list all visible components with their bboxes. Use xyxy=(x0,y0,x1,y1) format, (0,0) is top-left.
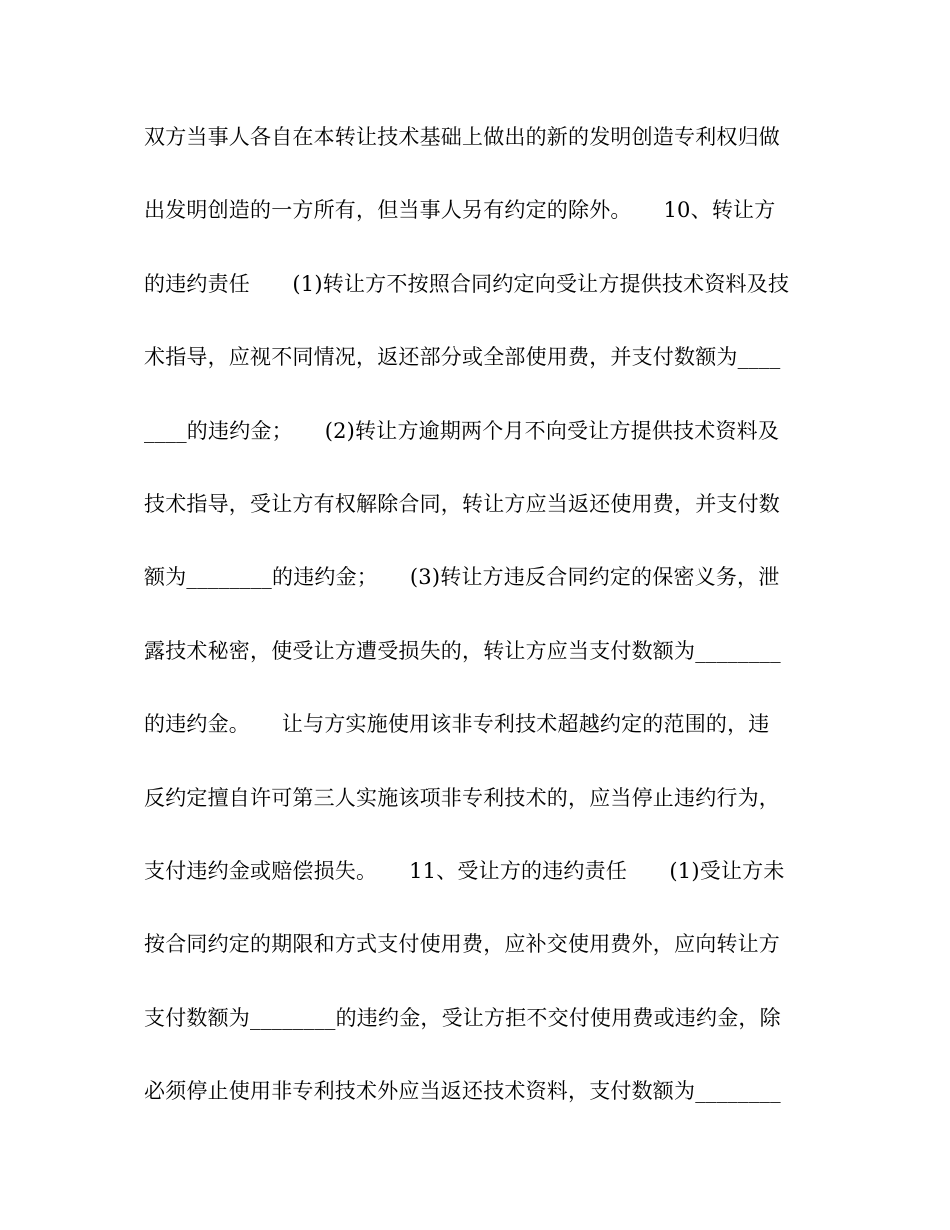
text-line: ____的违约金； (2)转让方逾期两个月不向受让方提供技术资料及 xyxy=(144,418,780,443)
text-line: 支付数额为________的违约金，受让方拒不交付使用费或违约金，除 xyxy=(144,1005,781,1030)
text-line: 额为________的违约金； (3)转让方违反合同约定的保密义务，泄 xyxy=(144,565,780,590)
text-line: 反约定擅自许可第三人实施该项非专利技术的，应当停止违约行为， xyxy=(144,785,780,810)
contract-text-body xyxy=(144,117,814,1144)
text-line: 的违约责任 (1)转让方不按照合同约定向受让方提供技术资料及技 xyxy=(144,271,790,296)
text-line: 的违约金。 让与方实施使用该非专利技术超越约定的范围的，违 xyxy=(144,712,770,737)
text-line: 支付违约金或赔偿损失。 11、受让方的违约责任 (1)受让方未 xyxy=(144,858,785,883)
text-line: 必须停止使用非专利技术外应当返还技术资料，支付数额为________ xyxy=(144,1079,781,1104)
text-line: 按合同约定的期限和方式支付使用费，应补交使用费外，应向转让方 xyxy=(144,932,780,957)
text-line: 技术指导，受让方有权解除合同，转让方应当返还使用费，并支付数 xyxy=(144,491,780,516)
text-line: 术指导，应视不同情况，返还部分或全部使用费，并支付数额为____ xyxy=(144,345,781,370)
text-line: 出发明创造的一方所有，但当事人另有约定的除外。 10、转让方 xyxy=(144,198,776,223)
text-line: 露技术秘密，使受让方遭受损失的，转让方应当支付数额为________ xyxy=(144,638,781,663)
text-line: 双方当事人各自在本转让技术基础上做出的新的发明创造专利权归做 xyxy=(144,125,780,149)
